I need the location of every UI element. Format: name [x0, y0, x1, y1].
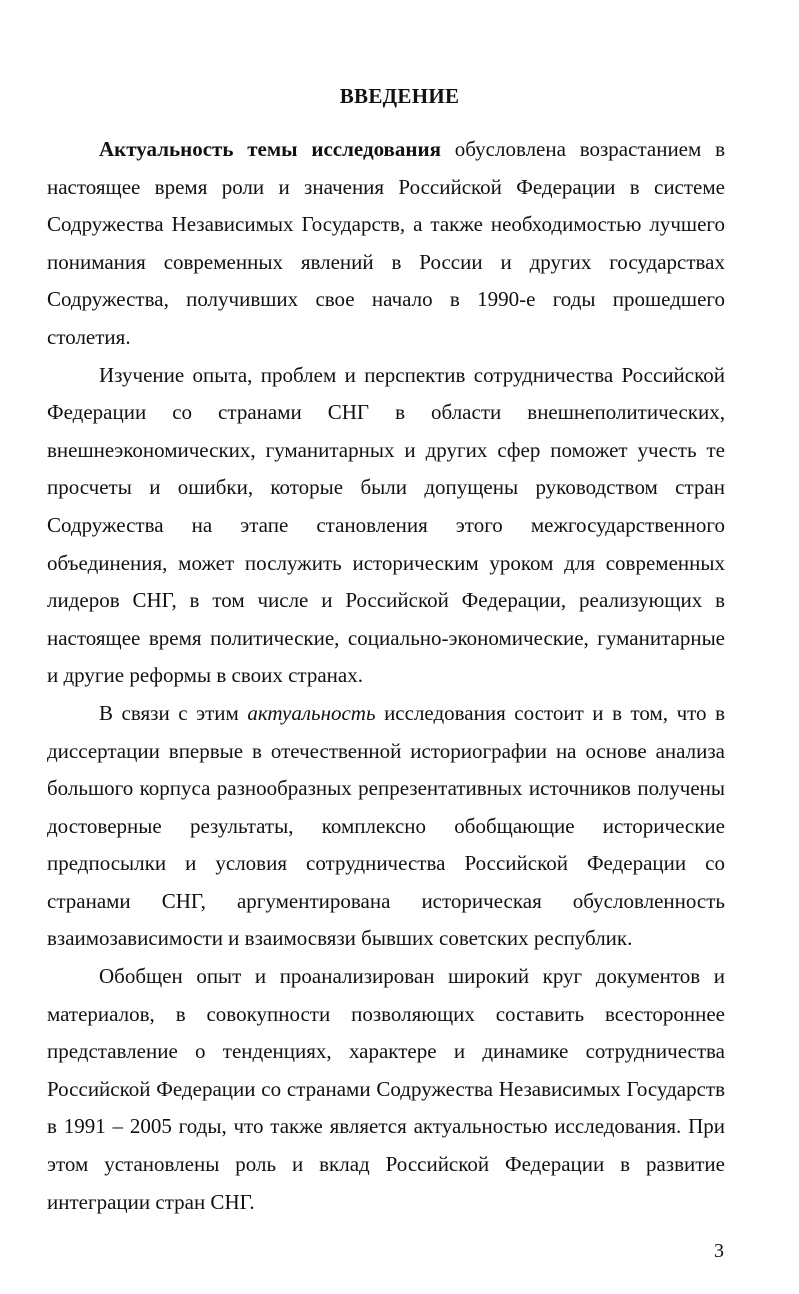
paragraph-relevance	[47, 131, 725, 357]
paragraph-summary: Обобщен опыт и проанализирован широкий круг документов и материалов, в совокупности позволяющих составить всестороннее представление о тенденциях, характере и динамике сотрудничества Российской Федерации со странами Содружества Независимых Государств в 1991 – 2005 годы, что также является актуальностью исследования. При этом установлены роль и вклад Российской Федерации в развитие интеграции стран СНГ.	[47, 964, 725, 1214]
page-title: ВВЕДЕНИЕ	[339, 84, 460, 108]
paragraph-italic-term: актуальность	[247, 700, 376, 725]
paragraph-study: Изучение опыта, проблем и перспектив сотрудничества Российской Федерации со странами СНГ в области внешнеполитических, внешнеэкономических, гуманитарных и других сфер поможет учесть те просчеты и ошибки, которые были допущены руководством стран Содружества на этапе становления этого межгосударственного объединения, может послужить историческим уроком для современных лидеров СНГ, в том числе и Российской Федерации, реализующих в настоящее время политические, социально-экономические, гуманитарные и другие реформы в своих странах.	[47, 362, 725, 688]
page-number: 3	[714, 1240, 724, 1262]
body-text	[47, 131, 725, 1221]
paragraph-connection	[47, 695, 725, 958]
paragraph-lead: Актуальность темы исследования	[99, 137, 441, 161]
paragraph-text-before: В связи с этим	[99, 700, 248, 725]
paragraph-text: обусловлена возрастанием в настоящее время роли и значения Российской Федерации в системе Содружества Независимых Государств, а также необходимостью лучшего понимания современных явлений в России и других государствах Содружества, получивших свое начало в 1990-е годы прошедшего столетия.	[47, 137, 726, 349]
paragraph-text-after: исследования состоит и в том, что в диссертации впервые в отечественной историографии на основе анализа большого корпуса разнообразных репрезентативных источников получены достоверные результаты, комплексно обобщающие исторические предпосылки и условия сотрудничества Российской Федерации со странами СНГ, аргументирована историческая обусловленность взаимозависимости и взаимосвязи бывших советских республик.	[47, 700, 726, 951]
